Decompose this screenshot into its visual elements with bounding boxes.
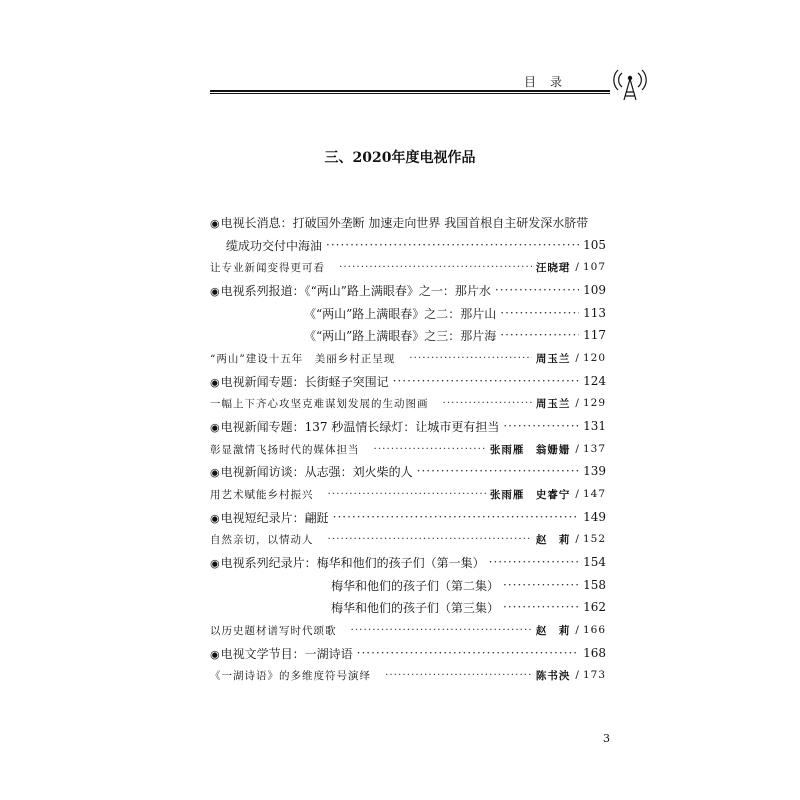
toc-entry [210,440,606,458]
toc-entry-text: 让专业新闻变得更可看 [210,261,325,274]
toc-entry-page: 158 [583,578,606,592]
toc-entry-page: 168 [583,646,606,660]
toc-entry-text: 梅华和他们的孩子们（第三集） [331,600,500,615]
toc-entry-title [210,623,337,638]
toc-entry-page: 154 [583,555,606,569]
section-title: 三、2020年度电视作品 [324,150,476,166]
toc-entry-text: 梅华和他们的孩子们（第二集） [331,578,500,593]
dot-leader [500,306,579,320]
toc-entry [210,258,606,276]
toc-entry-page: 120 [582,352,606,364]
dot-leader [328,533,532,545]
toc-entry [210,553,606,571]
toc-entry-title [210,487,314,502]
toc-entry-text: 电视新闻专题：137 秒温情长绿灯：让城市更有担当 [220,419,500,434]
toc-entry [331,598,606,616]
toc-entry [331,576,606,594]
page-number: 3 [603,732,610,745]
dot-leader [417,464,579,478]
dot-leader [374,443,486,455]
toc-entry [210,485,606,503]
toc-entry [210,666,606,684]
toc-entry [210,530,606,548]
author-page-separator: / [575,261,580,273]
dot-leader [339,261,532,273]
toc-entry [210,349,606,367]
toc-entry [210,462,606,480]
toc-entry-text: 电视系列报道：《“两山”路上满眼春》之一：那片水 [220,283,491,298]
toc-entry-text: 电视新闻专题：长街蛏子突围记 [220,374,389,389]
toc-entry-title [210,260,325,275]
toc-entry-page: 131 [583,419,606,433]
author-page-separator: / [575,397,580,409]
toc-entry-title [331,577,499,594]
author-page-separator: / [575,624,580,636]
toc-entry-author: 陈书泱 [535,669,571,682]
toc-entry-page: 162 [583,600,606,614]
bullet-icon: ◉ [210,465,220,479]
dot-leader [333,510,579,524]
toc-entry-title [210,668,371,683]
author-page-separator: / [575,443,580,455]
toc-entry [210,372,606,390]
toc-entry-author: 张雨雁 翁姗姗 [489,443,571,456]
toc-entry [304,326,606,344]
author-page-separator: / [575,352,580,364]
dot-leader [385,669,532,681]
toc-entry-title [226,237,322,254]
toc-entry-text: “两山”建设十五年 美丽乡村正呈现 [210,352,396,365]
toc-entry-text: 电视长消息：打破国外垄断 加速走向世界 我国首根自主研发深水脐带 [220,215,589,230]
dot-leader [326,238,579,252]
header-rule-thick [210,90,610,92]
bullet-icon: ◉ [210,216,220,230]
bullet-icon: ◉ [210,511,220,525]
toc-entry-author: 赵 莉 [535,624,571,637]
toc-entry-page: 166 [582,624,606,636]
bullet-icon: ◉ [210,647,220,661]
toc-entry-title [210,351,395,366]
dot-leader [351,624,532,636]
toc-entry [210,621,606,639]
toc-entry-page: 105 [583,238,606,252]
toc-entry [210,644,606,662]
dot-leader [489,555,579,569]
toc-entry-page: 109 [583,283,606,297]
dot-leader [503,600,579,614]
header-title: 目录 [523,75,576,89]
toc-entry-page: 113 [583,306,606,320]
toc-entry-page: 149 [583,510,606,524]
toc-entry-author: 汪晓珺 [535,261,571,274]
toc-entry-title [304,305,496,322]
author-page-separator: / [575,533,580,545]
toc-entry-title [210,282,491,299]
toc-entry-text: 《“两山”路上满眼春》之三：那片海 [304,328,497,343]
author-page-separator: / [575,669,580,681]
running-header [210,67,606,91]
toc-entry-page: 129 [582,397,606,409]
toc-entry-text: 电视新闻访谈：从志强：刘火柴的人 [220,464,413,479]
dot-leader [443,397,532,409]
toc-entry-page: 152 [582,533,606,545]
toc-entry [210,394,606,412]
toc-entry [210,213,606,231]
toc-entry [210,417,606,435]
toc-entry-text: 彰显激情飞扬时代的媒体担当 [210,443,360,456]
toc-entry-page: 117 [583,328,606,342]
toc-entry-text: 电视系列纪录片：梅华和他们的孩子们（第一集） [220,555,485,570]
toc-entry-text: 以历史题材谱写时代颂歌 [210,624,337,637]
toc-entry-title [210,418,499,435]
author-page-separator: / [575,488,580,500]
toc-entry [304,304,606,322]
toc-entry-author: 周玉兰 [535,397,571,410]
toc-entry-text: 《“两山”路上满眼春》之二：那片山 [304,306,497,321]
toc-entry-text: 一幅上下齐心攻坚克难谋划发展的生动图画 [210,397,429,410]
toc-entry [226,236,606,254]
dot-leader [357,646,579,660]
dot-leader [503,419,579,433]
dot-leader [409,352,532,364]
antenna-logo-icon [612,62,648,102]
toc-entry-text: 《一湖诗语》的多维度符号演绎 [210,669,371,682]
toc-entry-page: 147 [582,488,606,500]
dot-leader [503,578,579,592]
toc-entry-page: 139 [583,464,606,478]
toc-entry-title [210,645,353,662]
dot-leader [500,328,579,342]
bullet-icon: ◉ [210,556,220,570]
bullet-icon: ◉ [210,375,220,389]
dot-leader [393,374,579,388]
toc-entry-title [210,463,413,480]
toc-entry-title [210,509,329,526]
toc-entry-text: 用艺术赋能乡村振兴 [210,488,314,501]
toc-entry-text: 电视文学节目：一湖诗语 [220,646,353,661]
toc-entry-text: 电视短纪录片：翩跹 [220,510,329,525]
toc-entry-title [210,442,360,457]
toc-entry-author: 周玉兰 [535,352,571,365]
header-rule-thin [210,93,610,94]
toc-entry-page: 137 [582,443,606,455]
toc-entry-title [331,599,499,616]
toc-entry [210,281,606,299]
toc-entry-title [210,373,389,390]
bullet-icon: ◉ [210,284,220,298]
toc-entry-page: 124 [583,374,606,388]
bullet-icon: ◉ [210,420,220,434]
toc-entry-author: 张雨雁 史睿宁 [489,488,571,501]
toc-entry-title [304,327,496,344]
toc-entry-page: 173 [582,669,606,681]
toc-entry-title [210,214,588,231]
toc-entry-page: 107 [582,261,606,273]
toc-entry-title [210,532,314,547]
toc-entry-author: 赵 莉 [535,533,571,546]
toc-entry [210,508,606,526]
dot-leader [495,283,579,297]
toc-entry-title [210,554,485,571]
toc-entry-title [210,396,429,411]
toc-entry-text: 自然亲切，以情动人 [210,533,314,546]
dot-leader [328,488,486,500]
toc-entry-text: 缆成功交付中海油 [226,238,323,253]
